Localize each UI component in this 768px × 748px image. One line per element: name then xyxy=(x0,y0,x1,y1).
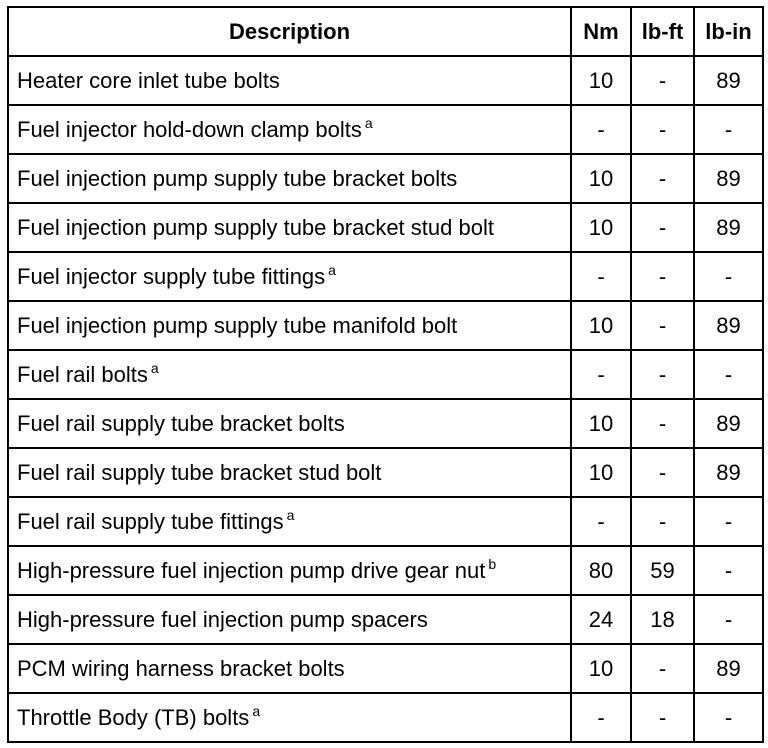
cell-description xyxy=(8,301,571,350)
description-text: Fuel injector supply tube fittings xyxy=(17,263,326,289)
description-text: Fuel rail supply tube bracket bolts xyxy=(17,410,345,436)
cell-lb-ft: - xyxy=(631,203,694,252)
cell-description xyxy=(8,154,571,203)
header-lb-in: lb-in xyxy=(694,7,763,56)
description-text: Fuel rail supply tube fittings xyxy=(17,508,284,534)
cell-description xyxy=(8,448,571,497)
header-description: Description xyxy=(8,7,571,56)
cell-description xyxy=(8,644,571,693)
table-row xyxy=(8,350,763,399)
cell-lb-ft: - xyxy=(631,105,694,154)
footnote-marker: a xyxy=(252,702,261,719)
header-lb-ft: lb-ft xyxy=(631,7,694,56)
cell-lb-ft: - xyxy=(631,154,694,203)
cell-nm: - xyxy=(571,497,631,546)
description-text: Fuel rail bolts xyxy=(17,361,148,387)
cell-nm: 10 xyxy=(571,644,631,693)
cell-lb-ft: - xyxy=(631,56,694,105)
cell-lb-ft: - xyxy=(631,252,694,301)
description-text: Throttle Body (TB) bolts xyxy=(17,704,250,730)
cell-lb-in: 89 xyxy=(694,399,763,448)
table-row xyxy=(8,546,763,595)
description-text: High-pressure fuel injection pump drive gear nut xyxy=(17,557,486,583)
cell-lb-in: 89 xyxy=(694,56,763,105)
description-text: Heater core inlet tube bolts xyxy=(17,67,280,93)
cell-lb-ft: - xyxy=(631,693,694,742)
cell-lb-ft: - xyxy=(631,448,694,497)
cell-nm: 10 xyxy=(571,154,631,203)
table-row xyxy=(8,693,763,742)
cell-nm: 10 xyxy=(571,399,631,448)
table-header-row xyxy=(8,7,763,56)
table-row xyxy=(8,252,763,301)
footnote-marker: a xyxy=(328,261,336,278)
table-row xyxy=(8,105,763,154)
table-row xyxy=(8,448,763,497)
cell-nm: - xyxy=(571,693,631,742)
footnote-marker: b xyxy=(488,555,497,572)
cell-nm: - xyxy=(571,105,631,154)
cell-lb-in: - xyxy=(694,497,763,546)
table-row xyxy=(8,497,763,546)
cell-lb-in: 89 xyxy=(694,154,763,203)
cell-description xyxy=(8,56,571,105)
description-text: Fuel injection pump supply tube manifold bolt xyxy=(17,312,458,338)
cell-description xyxy=(8,350,571,399)
cell-lb-ft: 18 xyxy=(631,595,694,644)
cell-lb-in: 89 xyxy=(694,203,763,252)
cell-description xyxy=(8,203,571,252)
cell-lb-ft: - xyxy=(631,644,694,693)
footnote-marker: a xyxy=(364,114,373,131)
cell-description xyxy=(8,252,571,301)
cell-lb-ft: - xyxy=(631,497,694,546)
description-text: Fuel injector hold-down clamp bolts xyxy=(17,116,362,142)
cell-lb-in: 89 xyxy=(694,301,763,350)
cell-description xyxy=(8,399,571,448)
cell-description xyxy=(8,105,571,154)
cell-lb-in: - xyxy=(694,595,763,644)
cell-nm: 80 xyxy=(571,546,631,595)
table-row xyxy=(8,644,763,693)
cell-lb-ft: - xyxy=(631,301,694,350)
table-row xyxy=(8,595,763,644)
cell-lb-ft: - xyxy=(631,399,694,448)
table-row xyxy=(8,399,763,448)
description-text: PCM wiring harness bracket bolts xyxy=(17,655,345,681)
cell-lb-in: - xyxy=(694,105,763,154)
table-row xyxy=(8,203,763,252)
table-row xyxy=(8,154,763,203)
cell-nm: 10 xyxy=(571,56,631,105)
cell-nm: 10 xyxy=(571,301,631,350)
cell-lb-in: - xyxy=(694,350,763,399)
torque-specification-table xyxy=(7,6,764,743)
cell-lb-in: 89 xyxy=(694,644,763,693)
table-row xyxy=(8,301,763,350)
table-row xyxy=(8,56,763,105)
cell-lb-ft: - xyxy=(631,350,694,399)
cell-lb-in: 89 xyxy=(694,448,763,497)
cell-description xyxy=(8,595,571,644)
cell-description xyxy=(8,546,571,595)
description-text: Fuel injection pump supply tube bracket stud bolt xyxy=(17,214,494,240)
cell-lb-ft: 59 xyxy=(631,546,694,595)
description-text: Fuel rail supply tube bracket stud bolt xyxy=(17,459,382,485)
cell-nm: - xyxy=(571,350,631,399)
footnote-marker: a xyxy=(150,359,159,376)
header-nm: Nm xyxy=(571,7,631,56)
cell-lb-in: - xyxy=(694,546,763,595)
cell-lb-in: - xyxy=(694,252,763,301)
cell-nm: 10 xyxy=(571,203,631,252)
cell-description xyxy=(8,497,571,546)
footnote-marker: a xyxy=(286,506,295,523)
table-body xyxy=(8,56,763,742)
cell-nm: 10 xyxy=(571,448,631,497)
description-text: High-pressure fuel injection pump spacers xyxy=(17,606,428,632)
description-text: Fuel injection pump supply tube bracket bolts xyxy=(17,165,458,191)
cell-description xyxy=(8,693,571,742)
cell-lb-in: - xyxy=(694,693,763,742)
cell-nm: - xyxy=(571,252,631,301)
cell-nm: 24 xyxy=(571,595,631,644)
